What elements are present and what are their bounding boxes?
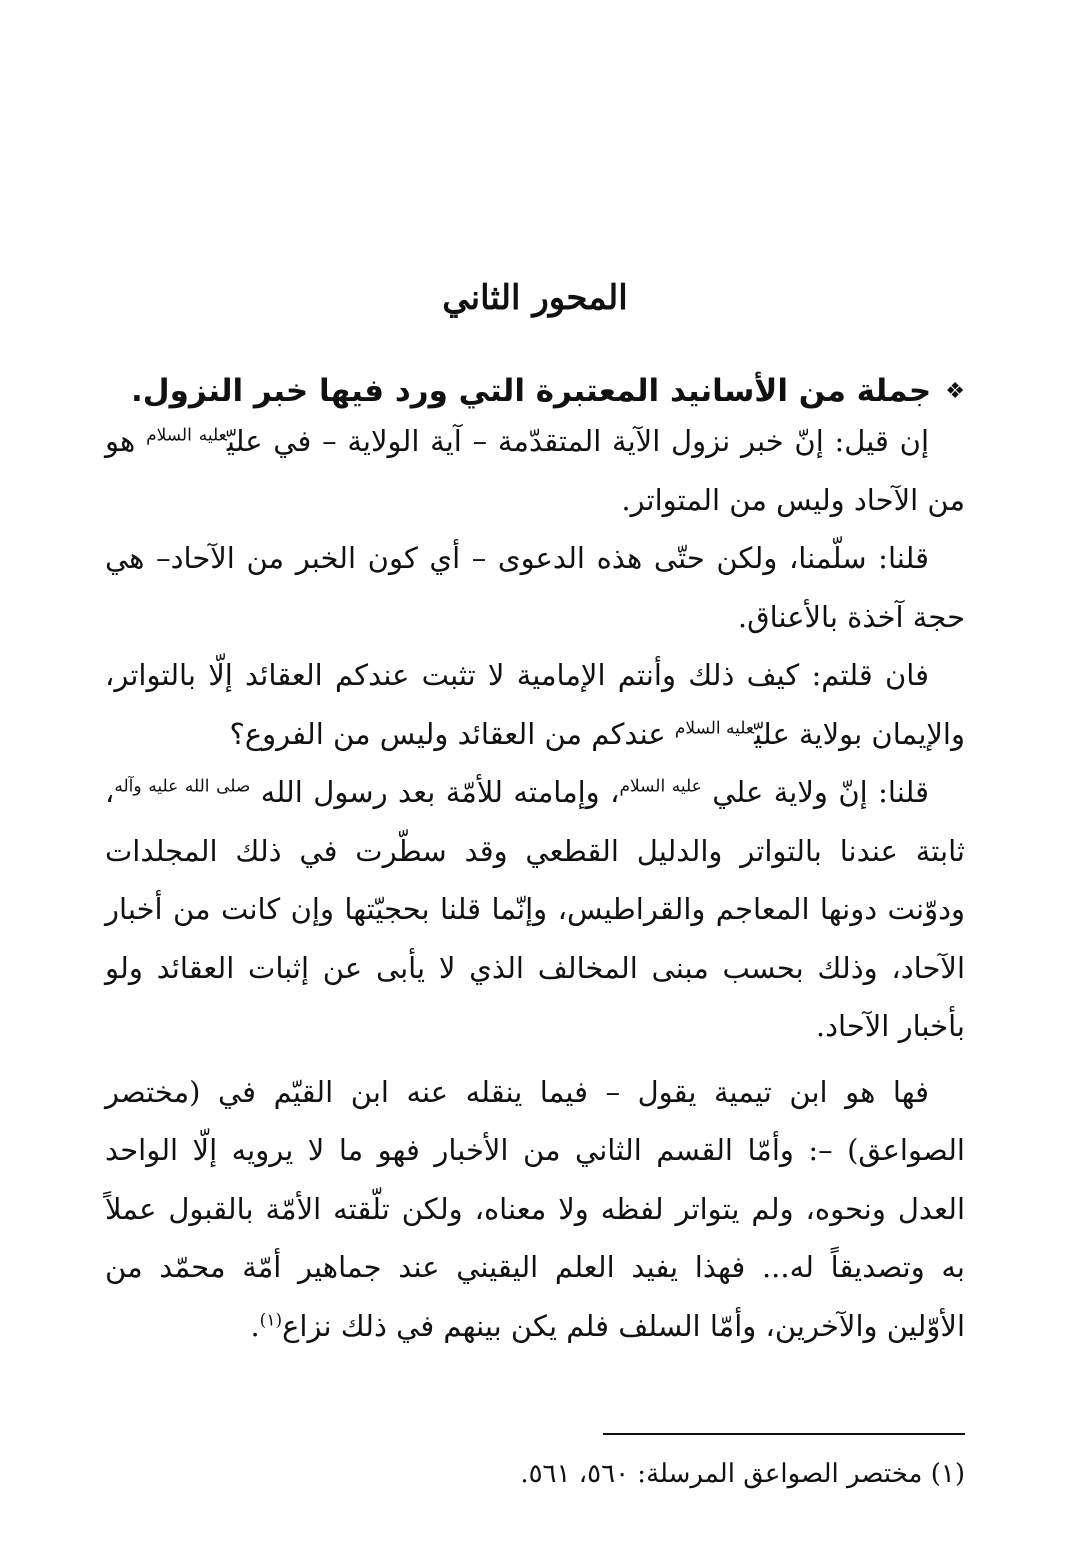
paragraph-1 [105, 412, 965, 529]
paragraph-2: قلنا: سلّمنا، ولكن حتّى هذه الدعوى – أي كون الخبر من الآحاد– هي حجة آخذة بالأعناق. [105, 541, 965, 634]
chapter-title: المحور الثاني [442, 277, 628, 318]
honorific-prophet: صلى الله عليه وآله [114, 776, 251, 797]
honorific-ali-1: عليه السلام [146, 425, 227, 446]
footnote-reference-mark[interactable]: (١) [259, 1309, 283, 1330]
section-heading [105, 366, 965, 418]
paragraph-3-text-b: عندكم من العقائد وليس من الفروع؟ [229, 716, 675, 751]
paragraph-5-text-a: فها هو ابن تيمية يقول – فيما ينقله عنه ابن القيّم في (مختصر الصواعق) –: وأمّا القسم الثاني من الأخبار فهو ما لا يرويه إلّا الواحد العدل ونحوه، ولم يتواتر لفظه ولا معناه، ولكن تلّقته الأمّة بالقبول عملاً به وتصديقاً له... فهذا يفيد العلم اليقيني عند جماهير أمّة محمّد من الأوّلين والآخرين، وأمّا السلف فلم يكن بينهم في ذلك نزاع [105, 1074, 965, 1343]
paragraph-5-text-b: . [250, 1308, 260, 1343]
footnote-text: مختصر الصواعق المرسلة: ٥٦٠، ٥٦١. [520, 1459, 931, 1489]
honorific-ali-3: عليه السلام [619, 776, 702, 797]
footnote-divider [603, 1433, 965, 1435]
footnote [105, 1452, 965, 1496]
paragraph-3 [105, 646, 965, 763]
paragraph-3-text-a: فان قلتم: كيف ذلك وأنتم الإمامية لا تثبت عندكم العقائد إلّا بالتواتر، والإيمان بولاية عليّ [105, 658, 965, 751]
diamond-bullet-icon: ❖ [945, 379, 965, 405]
paragraph-4-text-c: ، ثابتة عندنا بالتواتر والدليل القطعي وقد سطّرت في ذلك المجلدات ودوّنت دونها المعاجم والقراطيس، وإنّما قلنا بحجيّتها وإن كانت من أخبار الآحاد، وذلك بحسب مبنى المخالف الذي لا يأبى عن إثبات العقائد ولو بأخبار الآحاد. [105, 775, 965, 1043]
paragraph-4-text-a: قلنا: إنّ ولاية علي [701, 775, 929, 809]
paragraph-5 [105, 1063, 965, 1356]
honorific-ali-2: عليه السلام [674, 717, 755, 738]
paragraph-4 [105, 763, 965, 1056]
paragraph-1-text-b: هو من الآحاد وليس من المتواتر. [105, 424, 965, 517]
paragraph-4-text-b: ، وإمامته للأمّة بعد رسول الله [250, 775, 620, 809]
footnote-marker: (١) [930, 1459, 965, 1489]
body-text [105, 412, 965, 1355]
section-heading-text: جملة من الأسانيد المعتبرة التي ورد فيها خبر النزول. [130, 372, 932, 409]
paragraph-1-text-a: إن قيل: إنّ خبر نزول الآية المتقدّمة – آية الولاية – في عليّ [226, 424, 930, 458]
